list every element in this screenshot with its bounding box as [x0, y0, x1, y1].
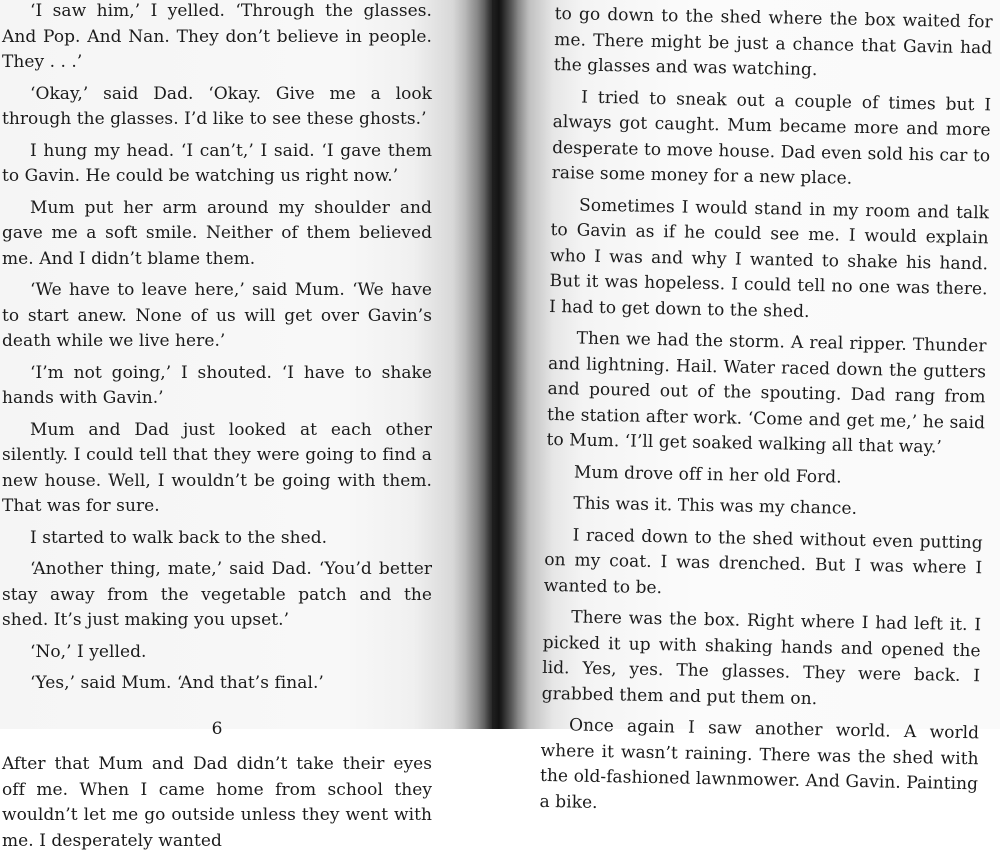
paragraph: Once again I saw another world. A world where it wasn’t raining. There was the shed with the old-fashioned lawnmower. And Gavin. Painting a bike. — [539, 715, 980, 813]
paragraph: I tried to sneak out a couple of times but I always got caught. Mum became more and more desperate to move house. Dad even sold his car to raise some money for a new place. — [551, 87, 992, 189]
paragraph: I started to walk back to the shed. — [30, 527, 328, 548]
paragraph: This was it. This was my chance. — [573, 493, 858, 519]
right-page-text — [539, 2, 993, 829]
paragraph: ‘I saw him,’ I yelled. ‘Through the glasses. And Pop. And Nan. They don’t believe in people. They . . .’ — [2, 1, 432, 72]
left-page-text — [2, 0, 432, 860]
chapter-number: 6 — [211, 718, 223, 739]
paragraph: Sometimes I would stand in my room and talk to Gavin as if he could see me. I would explain who I was and why I wanted to shake his hand. But it was hopeless. I could tell no one was there. I had to get down to the shed. — [548, 195, 990, 322]
paragraph: ‘Okay,’ said Dad. ‘Okay. Give me a look through the glasses. I’d like to see these ghosts.’ — [2, 83, 432, 129]
paragraph: ‘No,’ I yelled. — [30, 641, 147, 662]
paragraph: ‘I’m not going,’ I shouted. ‘I have to shake hands with Gavin.’ — [2, 362, 432, 408]
paragraph: Mum and Dad just looked at each other silently. I could tell that they were going to find a new house. Well, I wouldn’t be going with them. That was for sure. — [2, 419, 432, 516]
paragraph: I raced down to the shed without even putting on my coat. I was drenched. But I was where I wanted to be. — [543, 524, 983, 598]
paragraph: Then we had the storm. A real ripper. Thunder and lightning. Hail. Water raced down the gutters and poured out of the spouting. Dad rang from the station after work. ‘Come and get me,’ he said to Mum. ‘I’ll get soaked walking all that way.’ — [546, 328, 987, 458]
paragraph: There was the box. Right where I had left it. I picked it up with shaking hands and opened the lid. Yes, yes. The glasses. They were back. I grabbed them and put them on. — [541, 607, 982, 709]
paragraph: ‘Another thing, mate,’ said Dad. ‘You’d better stay away from the vegetable patch and the shed. It’s just making you upset.’ — [2, 559, 432, 630]
paragraph: Mum put her arm around my shoulder and gave me a soft smile. Neither of them believed me. And I didn’t blame them. — [2, 197, 432, 269]
paragraph: ‘We have to leave here,’ said Mum. ‘We have to start anew. None of us will get over Gavin’s death while we live here.’ — [2, 280, 432, 351]
paragraph: Mum drove off in her old Ford. — [573, 461, 842, 488]
continued-paragraph: to go down to the shed where the box waited for me. There might be just a chance that Gavin had the glasses and was watching. — [553, 3, 993, 81]
chapter-opening-paragraph: After that Mum and Dad didn’t take their eyes off me. When I came home from school they wouldn’t let me go outside unless they went with me. I desperately wanted — [2, 754, 432, 851]
paragraph: I hung my head. ‘I can’t,’ I said. ‘I gave them to Gavin. He could be watching us right now.’ — [2, 140, 432, 186]
paragraph: ‘Yes,’ said Mum. ‘And that’s final.’ — [30, 673, 324, 693]
